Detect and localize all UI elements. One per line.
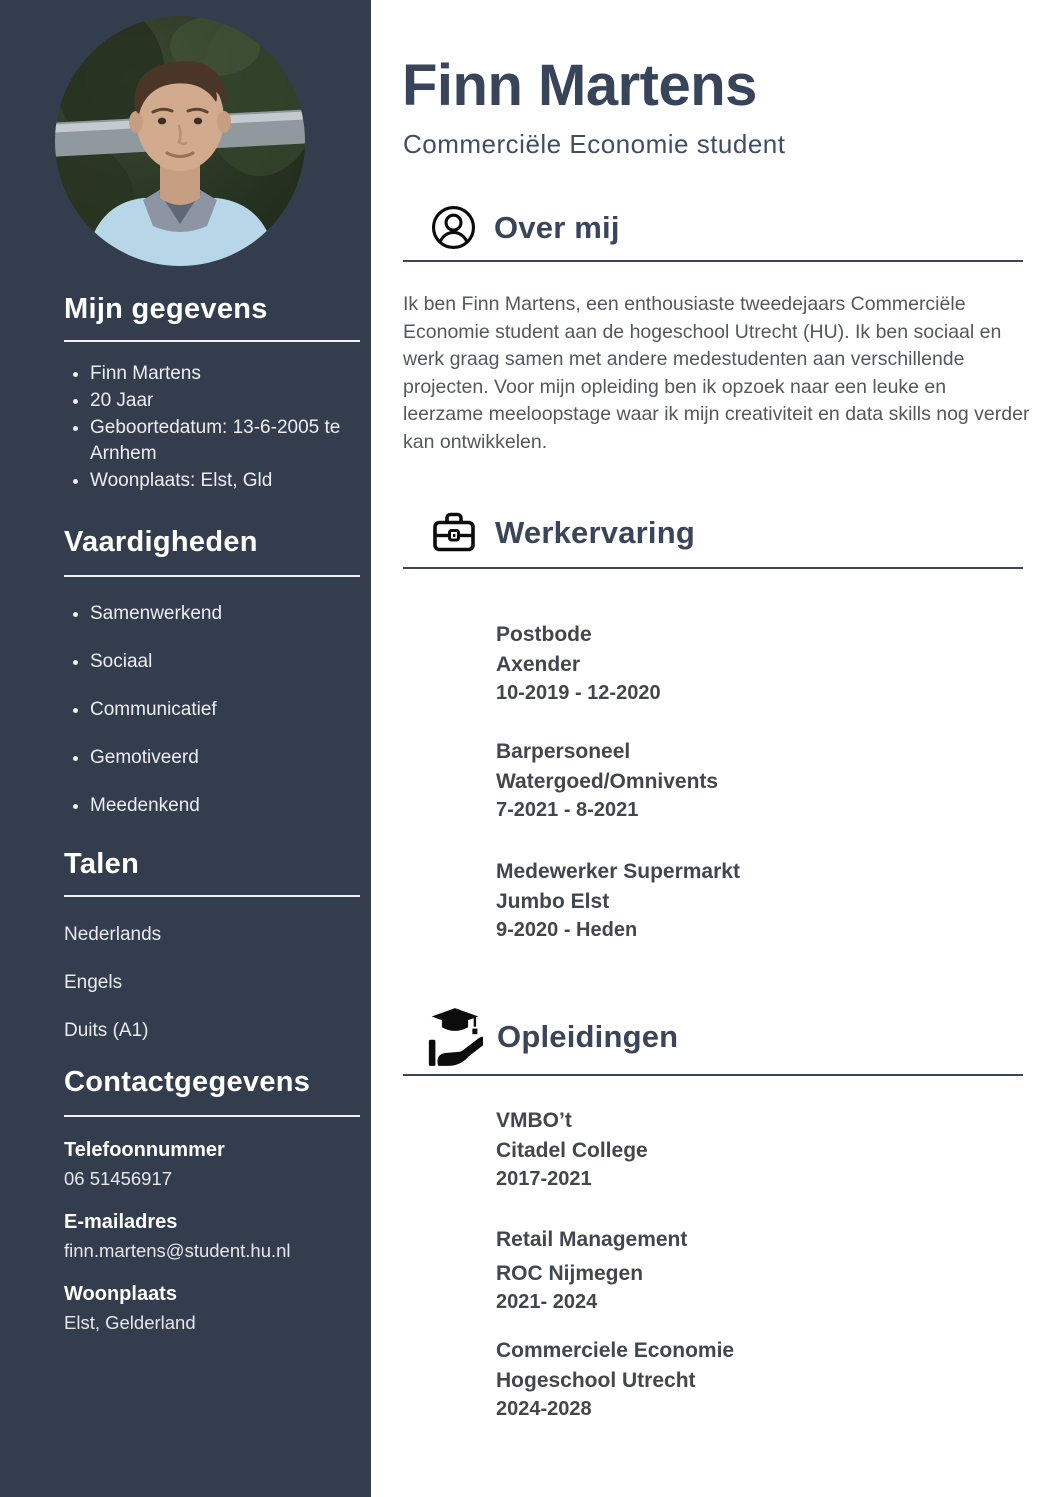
job-title: Postbode	[496, 623, 592, 646]
divider	[64, 895, 360, 897]
list-item: • Finn Martens	[90, 361, 362, 388]
contact-label: Telefoonnummer	[64, 1139, 225, 1161]
about-paragraph: Ik ben Finn Martens, een enthousiaste tweedejaars Commerciële Economie student aan de hogeschool Utrecht (HU). Ik ben sociaal en werk graag samen met andere medestudenten aan verschillende projecten. Voor mijn opleiding ben ik opzoek naar een leuke en leerzame meeloopstage waar ik mijn creativiteit en data skills nog verder kan ontwikkelen.	[403, 293, 1030, 453]
divider	[403, 260, 1023, 262]
section-title: Werkervaring	[495, 515, 695, 550]
job-title: Barpersoneel	[496, 740, 631, 763]
school: Hogeschool Utrecht	[496, 1368, 696, 1392]
divider	[403, 567, 1023, 569]
list-item: • Communicatief	[90, 696, 362, 723]
school: ROC Nijmegen	[496, 1261, 644, 1285]
section-opleidingen	[403, 1006, 1023, 1076]
section-title: Mijn gegevens	[64, 293, 268, 325]
contact-label: E-mailadres	[64, 1211, 178, 1233]
profile-photo	[55, 16, 305, 266]
section-title: Contactgegevens	[64, 1066, 311, 1098]
list-item: • Sociaal	[90, 648, 362, 675]
language-item: Duits (A1)	[64, 1020, 149, 1041]
edu-period: 2024-2028	[496, 1398, 592, 1420]
page-title: Finn Martens	[402, 53, 757, 118]
job-period: 10-2019 - 12-2020	[496, 682, 661, 704]
school: Citadel College	[496, 1138, 648, 1162]
skills-list	[64, 600, 362, 819]
job-title: Medewerker Supermarkt	[496, 860, 740, 883]
list-item: • Woonplaats: Elst, Gld	[90, 468, 362, 495]
page-subtitle: Commerciële Economie student	[403, 129, 786, 159]
divider	[64, 340, 360, 342]
section-title: Opleidingen	[497, 1019, 679, 1054]
sidebar	[0, 0, 371, 1497]
employer: Jumbo Elst	[496, 889, 610, 913]
list-item: • 20 Jaar	[90, 388, 362, 415]
divider	[64, 575, 360, 577]
divider	[403, 1074, 1023, 1076]
education-entry	[496, 1336, 734, 1425]
list-item: • Gemotiveerd	[90, 744, 362, 771]
profile-photo-illustration	[55, 16, 305, 266]
language-item: Engels	[64, 972, 123, 993]
edu-period: 2017-2021	[496, 1168, 592, 1190]
section-talen	[64, 848, 362, 1068]
phone-value: 06 51456917	[64, 1168, 173, 1189]
degree-title: Commerciele Economie	[496, 1339, 735, 1362]
list-item: • Meedenkend	[90, 792, 362, 819]
section-werkervaring	[403, 509, 1023, 569]
education-entry	[496, 1225, 687, 1318]
language-item: Nederlands	[64, 924, 162, 945]
employer: Axender	[496, 652, 581, 676]
section-vaardigheden	[64, 526, 362, 819]
work-entry	[496, 737, 718, 826]
divider	[64, 1115, 360, 1117]
section-mijn-gegevens	[64, 293, 362, 495]
degree-title: Retail Management	[496, 1228, 688, 1251]
education-entry	[496, 1106, 648, 1195]
list-item: • Geboortedatum: 13-6-2005 te Arnhem	[90, 415, 362, 469]
graduation-cap-hand-icon	[427, 1006, 483, 1068]
edu-period: 2021- 2024	[496, 1291, 598, 1313]
list-item: • Samenwerkend	[90, 600, 362, 627]
work-entry	[496, 620, 661, 709]
personal-details-list	[64, 361, 362, 495]
residence-value: Elst, Gelderland	[64, 1312, 196, 1333]
section-title: Talen	[64, 848, 140, 880]
person-icon	[430, 204, 477, 251]
section-over-mij	[403, 204, 1023, 262]
degree-title: VMBO’t	[496, 1109, 572, 1132]
job-period: 7-2021 - 8-2021	[496, 799, 639, 821]
job-period: 9-2020 - Heden	[496, 919, 638, 941]
section-title: Over mij	[494, 209, 620, 245]
briefcase-icon	[430, 509, 478, 557]
section-contactgegevens	[64, 1066, 362, 1355]
work-entry	[496, 857, 740, 946]
employer: Watergoed/Omnivents	[496, 769, 719, 793]
section-title: Vaardigheden	[64, 526, 258, 558]
contact-label: Woonplaats	[64, 1283, 177, 1305]
email-value: finn.martens@student.hu.nl	[64, 1240, 291, 1261]
